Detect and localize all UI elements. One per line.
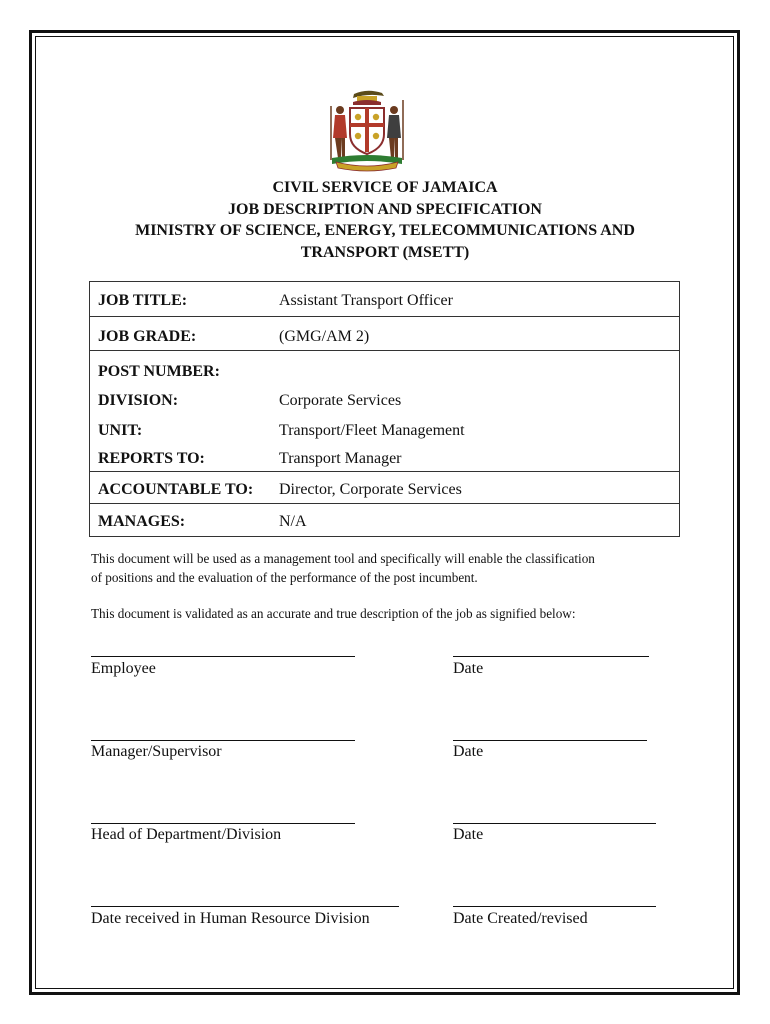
purpose-paragraph bbox=[91, 549, 691, 587]
purpose-line-2: of positions and the evaluation of the performance of the post incumbent. bbox=[91, 570, 478, 585]
manager-label: Manager/Supervisor bbox=[91, 743, 222, 760]
row-value: N/A bbox=[279, 513, 307, 530]
table-row-division bbox=[90, 381, 679, 411]
table-row-reports-to bbox=[90, 440, 679, 472]
employee-signature-line[interactable] bbox=[91, 656, 355, 657]
row-label: JOB TITLE: bbox=[98, 292, 188, 309]
table-row-job-title bbox=[90, 282, 679, 317]
date-created-line[interactable] bbox=[453, 906, 656, 907]
heading-line-1: CIVIL SERVICE OF JAMAICA bbox=[272, 179, 498, 196]
row-label: REPORTS TO: bbox=[98, 450, 205, 467]
heading-line-4: TRANSPORT (MSETT) bbox=[300, 243, 470, 261]
row-label: POST NUMBER: bbox=[98, 363, 220, 380]
row-value: Director, Corporate Services bbox=[279, 481, 462, 498]
row-value: Transport Manager bbox=[279, 450, 402, 467]
row-label: MANAGES: bbox=[98, 513, 186, 530]
table-row-unit bbox=[90, 411, 679, 440]
row-label: UNIT: bbox=[98, 422, 143, 439]
validation-paragraph: This document is validated as an accurate and true description of the job as signified below: bbox=[91, 606, 576, 621]
document-heading bbox=[60, 177, 710, 263]
manager-date-line[interactable] bbox=[453, 740, 647, 741]
table-row-post-number bbox=[90, 351, 679, 381]
head-signature-line[interactable] bbox=[91, 823, 355, 824]
table-row-job-grade bbox=[90, 317, 679, 351]
row-value: Transport/Fleet Management bbox=[279, 422, 465, 439]
purpose-line-1: This document will be used as a management tool and specifically will enable the classification bbox=[91, 551, 595, 566]
head-label: Head of Department/Division bbox=[91, 826, 282, 843]
row-label: JOB GRADE: bbox=[98, 328, 197, 345]
table-row-manages bbox=[90, 504, 679, 536]
hr-received-label: Date received in Human Resource Division bbox=[91, 910, 370, 927]
employee-date-line[interactable] bbox=[453, 656, 649, 657]
head-date-label: Date bbox=[453, 826, 484, 843]
manager-signature-line[interactable] bbox=[91, 740, 355, 741]
jamaica-coat-of-arms bbox=[326, 86, 408, 172]
employee-label: Employee bbox=[91, 660, 156, 677]
row-value: Assistant Transport Officer bbox=[279, 292, 453, 309]
row-value: (GMG/AM 2) bbox=[279, 328, 370, 345]
heading-line-3: MINISTRY OF SCIENCE, ENERGY, TELECOMMUNICATIONS AND bbox=[135, 222, 635, 239]
row-label: ACCOUNTABLE TO: bbox=[98, 481, 254, 498]
hr-received-line[interactable] bbox=[91, 906, 399, 907]
job-details-table bbox=[89, 281, 680, 537]
employee-date-label: Date bbox=[453, 660, 484, 677]
head-date-line[interactable] bbox=[453, 823, 656, 824]
table-row-accountable-to bbox=[90, 472, 679, 504]
date-created-label: Date Created/revised bbox=[453, 910, 588, 927]
row-label: DIVISION: bbox=[98, 392, 179, 409]
manager-date-label: Date bbox=[453, 743, 484, 760]
heading-line-2: JOB DESCRIPTION AND SPECIFICATION bbox=[228, 200, 542, 218]
row-value: Corporate Services bbox=[279, 392, 402, 409]
